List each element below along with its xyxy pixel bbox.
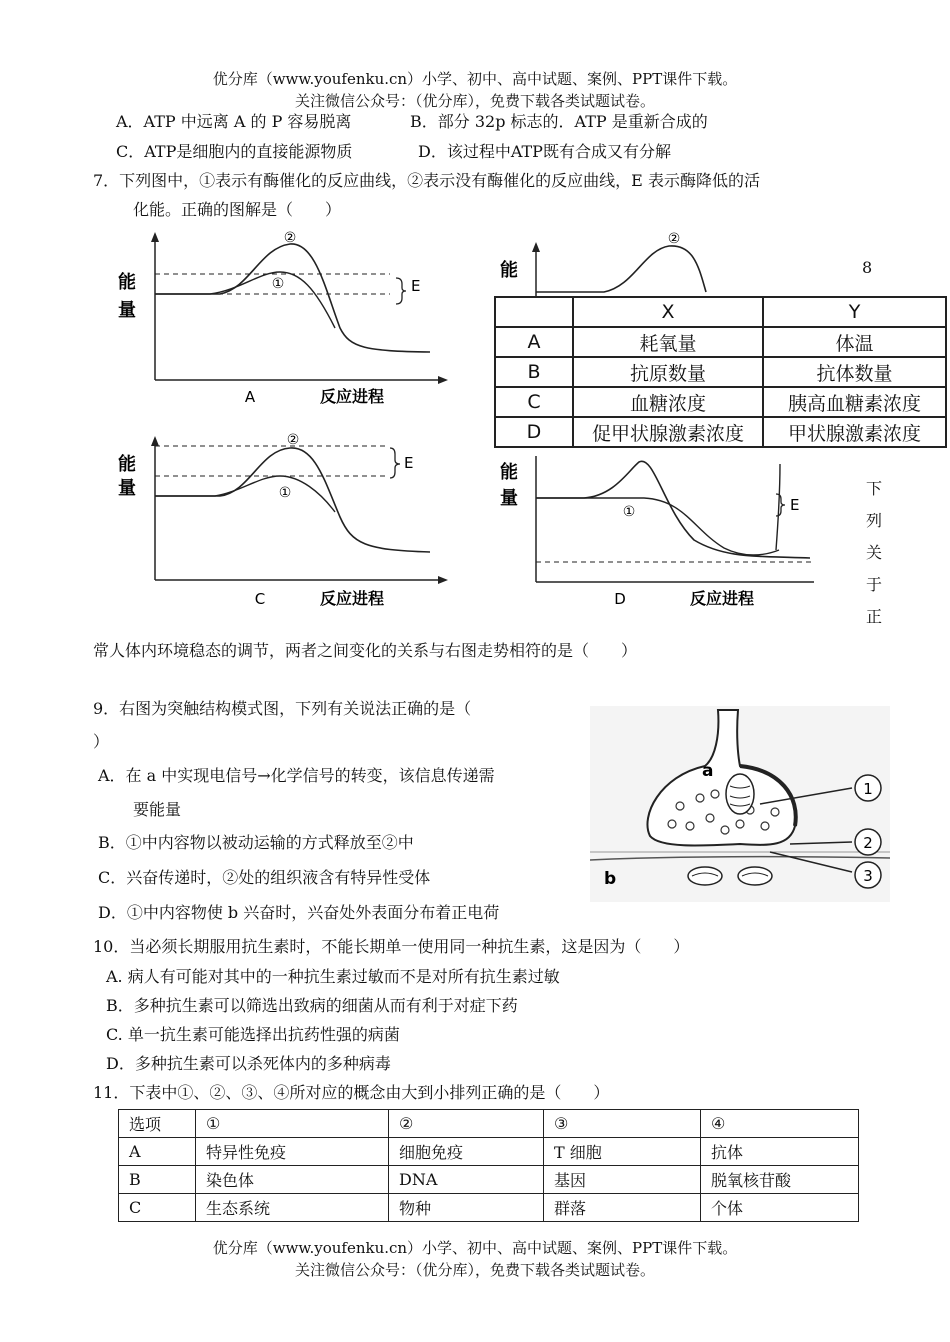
q11-cell: 物种 (389, 1194, 544, 1222)
synapse-label-1: 1 (863, 780, 873, 798)
q10-option-d: D．多种抗生素可以杀死体内的多种病毒 (106, 1054, 391, 1073)
q8-cell: 血糖浓度 (573, 387, 763, 417)
q8-stem-end: 常人体内环境稳态的调节，两者之间变化的关系与右图走势相符的是（ ） (93, 641, 638, 660)
graph-d-ylabel-top: 能 (500, 462, 518, 483)
q8-vertical-text (864, 473, 884, 633)
graph-d (494, 450, 824, 614)
q11-header-cell: ① (196, 1110, 389, 1138)
graph-b-curve-2-label: ② (667, 231, 681, 247)
synapse-label-2: 2 (863, 834, 873, 852)
q9-option-c: C．兴奋传递时，②处的组织液含有特异性受体 (98, 868, 431, 887)
q11-cell: 抗体 (701, 1138, 859, 1166)
q11-cell: T 细胞 (544, 1138, 701, 1166)
q8-header-cell: Y (763, 297, 946, 327)
q11-header-cell: ② (389, 1110, 544, 1138)
q9-option-a-line-1: A．在 a 中实现电信号→化学信号的转变，该信息传递需 (98, 766, 495, 785)
table-row (119, 1194, 859, 1222)
q8-cell: 抗原数量 (573, 357, 763, 387)
graph-c-e-label: E (404, 454, 414, 472)
q11-cell: DNA (389, 1166, 544, 1194)
q11-cell: A (119, 1138, 196, 1166)
q8-number: 8 (862, 258, 873, 277)
graph-d-xlabel: 反应进程 (690, 589, 755, 608)
q6-option-a: A．ATP 中远离 A 的 P 容易脱离 (116, 112, 352, 131)
q11-cell: C (119, 1194, 196, 1222)
q9-stem-line-1: 9．右图为突触结构模式图，下列有关说法正确的是（ (93, 699, 472, 718)
q9-option-b: B．①中内容物以被动运输的方式释放至②中 (98, 833, 414, 852)
q11-cell: 生态系统 (196, 1194, 389, 1222)
graph-c-letter: C (254, 590, 266, 608)
q11-header-cell: ③ (544, 1110, 701, 1138)
graph-c-ylabel-top: 能 (118, 454, 136, 475)
header-line-1: 优分库（www.youfenku.cn）小学、初中、高中试题、案例、PPT课件下载。 (212, 70, 738, 88)
q8-cell: 抗体数量 (763, 357, 946, 387)
q8-cell: A (495, 327, 573, 357)
q6-option-b: B．部分 32p 标志的．ATP 是重新合成的 (410, 112, 708, 131)
q6-option-c: C．ATP是细胞内的直接能源物质 (116, 142, 353, 161)
graph-c-xlabel: 反应进程 (320, 589, 385, 608)
q9-option-d: D．①中内容物使 b 兴奋时，兴奋处外表面分布着正电荷 (98, 903, 500, 922)
graph-d-curve-1-label: ① (622, 504, 636, 520)
graph-a-curve-1-label: ① (271, 276, 285, 292)
graph-d-ylabel-bottom: 量 (500, 488, 518, 509)
table-row (495, 417, 946, 447)
q8-cell: 胰高血糖素浓度 (763, 387, 946, 417)
q11-cell: B (119, 1166, 196, 1194)
q8-cell: 促甲状腺激素浓度 (573, 417, 763, 447)
synapse-label-a: a (702, 761, 714, 781)
graph-a-letter: A (244, 388, 256, 406)
header-line-2: 关注微信公众号：（优分库），免费下载各类试题试卷。 (294, 92, 655, 110)
q8-vertical-char: 下 (865, 479, 882, 498)
q8-cell: 耗氧量 (573, 327, 763, 357)
q10-option-a: A. 病人有可能对其中的一种抗生素过敏而不是对所有抗生素过敏 (106, 967, 560, 986)
q8-cell: D (495, 417, 573, 447)
q11-header-cell: 选项 (119, 1110, 196, 1138)
q11-cell: 细胞免疫 (389, 1138, 544, 1166)
footer-line-2: 关注微信公众号：（优分库），免费下载各类试题试卷。 (294, 1261, 655, 1279)
q11-cell: 脱氧核苷酸 (701, 1166, 859, 1194)
q11-cell: 特异性免疫 (196, 1138, 389, 1166)
q7-stem-line-1: 7．下列图中，①表示有酶催化的反应曲线，②表示没有酶催化的反应曲线，E 表示酶降低的活 (93, 171, 760, 190)
table-row (119, 1138, 859, 1166)
q10-option-b: B．多种抗生素可以筛选出致病的细菌从而有利于对症下药 (106, 996, 518, 1015)
q8-vertical-char: 于 (865, 575, 882, 594)
graph-a-ylabel-top: 能 (118, 272, 136, 293)
q9-stem-line-2: ） (93, 732, 110, 751)
q10-stem: 10．当必须长期服用抗生素时，不能长期单一使用同一种抗生素，这是因为（ ） (93, 937, 690, 956)
q10-option-c: C. 单一抗生素可能选择出抗药性强的病菌 (106, 1025, 400, 1044)
q8-table-header (495, 297, 946, 327)
q11-cell: 染色体 (196, 1166, 389, 1194)
q8-cell: B (495, 357, 573, 387)
q8-cell: C (495, 387, 573, 417)
q11-header-cell: ④ (701, 1110, 859, 1138)
synapse-figure (590, 706, 890, 902)
q6-option-d: D．该过程中ATP既有合成又有分解 (418, 142, 671, 161)
graph-d-letter: D (614, 590, 626, 608)
q8-cell: 甲状腺激素浓度 (763, 417, 946, 447)
graph-b (494, 228, 754, 298)
graph-d-e-label: E (790, 496, 800, 514)
graph-a (100, 228, 460, 414)
graph-c-curve-2-label: ② (286, 432, 300, 448)
graph-c-ylabel-bottom: 量 (118, 478, 136, 499)
q11-cell: 基因 (544, 1166, 701, 1194)
q11-cell: 个体 (701, 1194, 859, 1222)
q9-option-a-line-2: 要能量 (133, 800, 182, 819)
graph-b-ylabel-top: 能 (500, 260, 518, 281)
synapse-label-b: b (604, 869, 617, 889)
q8-vertical-char: 关 (865, 543, 882, 562)
graph-a-ylabel-bottom: 量 (118, 300, 136, 321)
graph-a-xlabel: 反应进程 (320, 387, 385, 406)
q11-stem: 11．下表中①、②、③、④所对应的概念由大到小排列正确的是（ ） (93, 1083, 610, 1102)
q8-header-cell (495, 297, 573, 327)
q11-cell: 群落 (544, 1194, 701, 1222)
q11-table (118, 1109, 859, 1222)
q11-table-header (119, 1110, 859, 1138)
q8-vertical-char: 正 (865, 607, 882, 626)
graph-c (100, 432, 460, 612)
graph-c-curve-1-label: ① (278, 485, 292, 501)
q8-table (494, 296, 947, 448)
q8-vertical-char: 列 (865, 511, 882, 530)
table-row (495, 357, 946, 387)
table-row (495, 387, 946, 417)
q8-cell: 体温 (763, 327, 946, 357)
synapse-label-3: 3 (863, 867, 873, 885)
table-row (495, 327, 946, 357)
footer-line-1: 优分库（www.youfenku.cn）小学、初中、高中试题、案例、PPT课件下载。 (212, 1239, 738, 1257)
q7-stem-line-2: 化能。正确的图解是（ ） (133, 200, 342, 219)
table-row (119, 1166, 859, 1194)
graph-a-e-label: E (411, 277, 421, 295)
graph-a-curve-2-label: ② (283, 230, 297, 246)
q8-header-cell: X (573, 297, 763, 327)
